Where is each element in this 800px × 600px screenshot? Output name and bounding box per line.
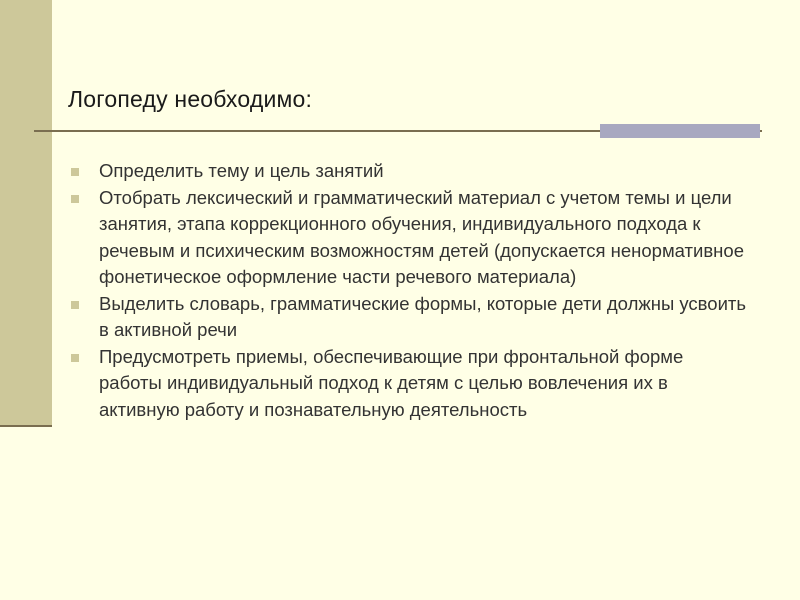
bullet-text: Определить тему и цель занятий <box>99 160 384 181</box>
square-bullet-icon <box>71 195 79 203</box>
square-bullet-icon <box>71 301 79 309</box>
title-underline-block <box>600 124 760 138</box>
bullet-item <box>70 158 750 185</box>
left-accent-bar <box>0 0 52 425</box>
bullet-text: Отобрать лексический и грамматический материал с учетом темы и цели занятия, этапа коррекционного обучения, индивидуального подхода к речевым и психическим возможностям детей (допускается ненормативное фонетическое оформление части речевого материала) <box>99 186 744 287</box>
bullet-list <box>70 158 750 423</box>
slide-title: Логопеду необходимо: <box>68 86 313 112</box>
square-bullet-icon <box>71 168 79 176</box>
bullet-item <box>70 344 750 424</box>
square-bullet-icon <box>71 354 79 362</box>
bullet-item <box>70 291 750 344</box>
bullet-text: Выделить словарь, грамматические формы, которые дети должны усвоить в активной речи <box>99 292 747 340</box>
bullet-item <box>70 185 750 291</box>
left-accent-divider <box>0 425 52 427</box>
bullet-text: Предусмотреть приемы, обеспечивающие при фронтальной форме работы индивидуальный подход к детям с целью вовлечения их в активную работу и познавательную деятельность <box>99 345 684 420</box>
